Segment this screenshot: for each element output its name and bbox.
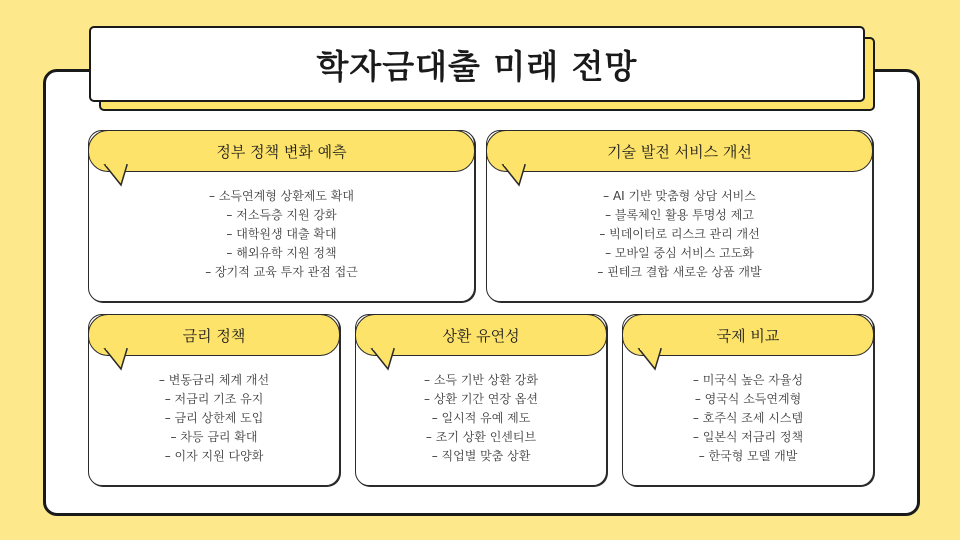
speech-tail-icon bbox=[370, 349, 396, 369]
list-item: – 호주식 조세 시스템 bbox=[692, 411, 804, 425]
list-item: – 이자 지원 다양화 bbox=[164, 449, 264, 463]
list-item: – 소득연계형 상환제도 확대 bbox=[209, 189, 354, 203]
card-list bbox=[89, 187, 474, 282]
list-item: – 영국식 소득연계형 bbox=[694, 392, 802, 406]
speech-tail-icon bbox=[637, 349, 663, 369]
title-box bbox=[89, 26, 865, 102]
list-item: – 소득 기반 상환 강화 bbox=[424, 373, 538, 387]
speech-tail-icon bbox=[103, 349, 129, 369]
list-item: – 장기적 교육 투자 관점 접근 bbox=[205, 265, 358, 279]
speech-tail-icon bbox=[501, 165, 527, 185]
card-technology-service bbox=[486, 130, 873, 302]
list-item: – AI 기반 맞춤형 상담 서비스 bbox=[603, 189, 756, 203]
list-item: – 조기 상환 인센티브 bbox=[425, 430, 537, 444]
card-interest-policy bbox=[88, 314, 340, 486]
page-title: 학자금대출 미래 전망 bbox=[316, 46, 638, 86]
list-item: – 모바일 중심 서비스 고도화 bbox=[605, 246, 754, 260]
card-header bbox=[88, 130, 475, 172]
list-item: – 미국식 높은 자율성 bbox=[692, 373, 804, 387]
card-heading: 국제 비교 bbox=[716, 326, 780, 345]
list-item: – 저소득층 지원 강화 bbox=[226, 208, 337, 222]
list-item: – 상환 기간 연장 옵션 bbox=[424, 392, 538, 406]
card-heading: 상환 유연성 bbox=[442, 326, 520, 345]
speech-tail-icon bbox=[103, 165, 129, 185]
list-item: – 한국형 모델 개발 bbox=[698, 449, 798, 463]
list-item: – 금리 상한제 도입 bbox=[164, 411, 264, 425]
card-list bbox=[487, 187, 872, 282]
card-heading: 정부 정책 변화 예측 bbox=[216, 142, 347, 161]
list-item: – 핀테크 결합 새로운 상품 개발 bbox=[597, 265, 762, 279]
card-heading: 기술 발전 서비스 개선 bbox=[607, 142, 752, 161]
card-heading: 금리 정책 bbox=[182, 326, 246, 345]
list-item: – 해외유학 지원 정책 bbox=[226, 246, 337, 260]
list-item: – 일시적 유예 제도 bbox=[431, 411, 531, 425]
card-international-comparison bbox=[622, 314, 874, 486]
list-item: – 차등 금리 확대 bbox=[170, 430, 258, 444]
card-list bbox=[356, 371, 606, 466]
card-government-policy bbox=[88, 130, 475, 302]
list-item: – 대학원생 대출 확대 bbox=[226, 227, 337, 241]
list-item: – 블록체인 활용 투명성 제고 bbox=[605, 208, 754, 222]
list-item: – 저금리 기조 유지 bbox=[164, 392, 264, 406]
card-header bbox=[486, 130, 873, 172]
card-list bbox=[623, 371, 873, 466]
card-list bbox=[89, 371, 339, 466]
list-item: – 직업별 맞춤 상환 bbox=[431, 449, 531, 463]
list-item: – 빅데이터로 리스크 관리 개선 bbox=[599, 227, 760, 241]
list-item: – 변동금리 체계 개선 bbox=[158, 373, 270, 387]
list-item: – 일본식 저금리 정책 bbox=[692, 430, 804, 444]
card-repayment-flexibility bbox=[355, 314, 607, 486]
